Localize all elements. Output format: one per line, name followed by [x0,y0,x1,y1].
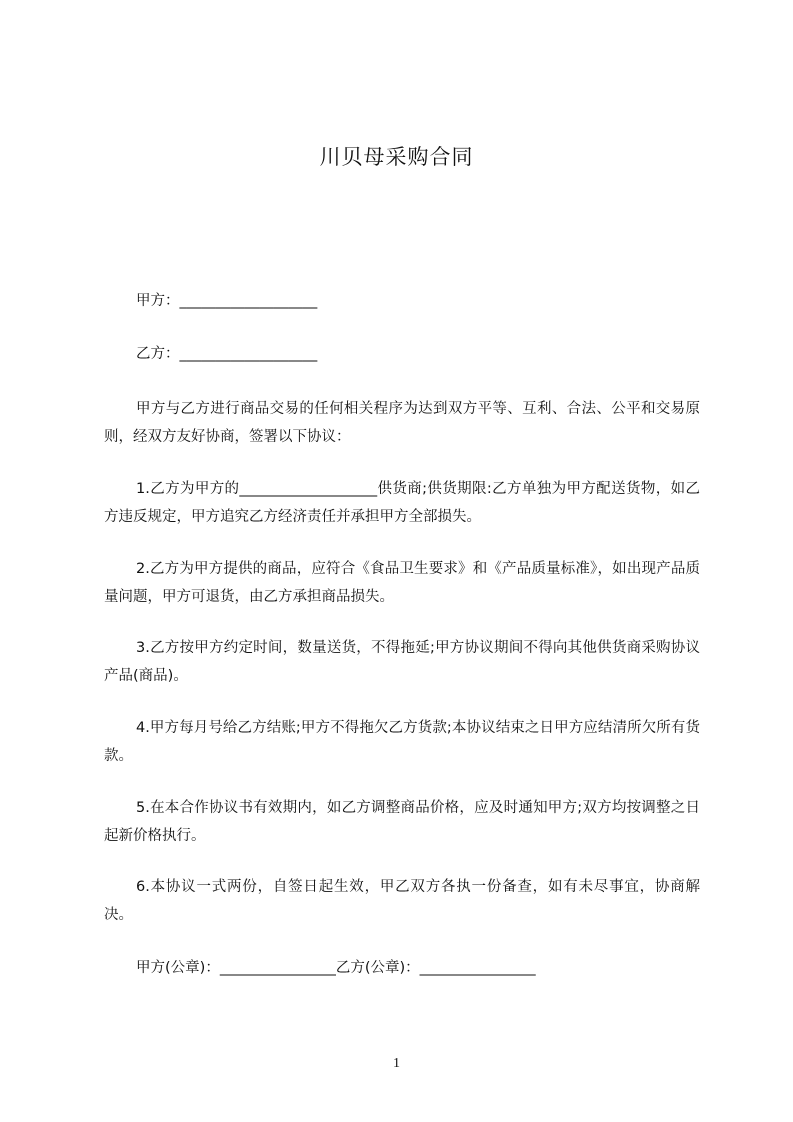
clause-2: 2.乙方为甲方提供的商品，应符合《食品卫生要求》和《产品质量标准》，如出现产品质量问题，甲方可退货，由乙方承担商品损失。 [104,561,700,605]
intro-paragraph: 甲方与乙方进行商品交易的任何相关程序为达到双方平等、互利、合法、公平和交易原则，经双方友好协商，签署以下协议： [104,401,700,445]
clause-6: 6.本协议一式两份，自签日起生效，甲乙双方各执一份备查，如有未尽事宜，协商解决。 [104,879,700,923]
clause-5: 5.在本合作协议书有效期内，如乙方调整商品价格，应及时通知甲方;双方均按调整之日起新价格执行。 [104,800,700,844]
party-a-field: 甲方：___________________ [136,293,318,309]
clause-1: 1.乙方为甲方的___________________供货商;供货期限:乙方单独为甲方配送货物，如乙方违反规定，甲方追究乙方经济责任并承担甲方全部损失。 [104,481,700,525]
clause-3: 3.乙方按甲方约定时间，数量送货，不得拖延;甲方协议期间不得向其他供货商采购协议产品(商品)。 [104,640,700,684]
party-b-field: 乙方：___________________ [136,346,318,362]
clause-4: 4.甲方每月号给乙方结账;甲方不得拖欠乙方货款;本协议结束之日甲方应结清所欠所有货款。 [104,720,700,764]
document-title: 川贝母采购合同 [319,145,474,169]
page-number: 1 [393,1056,400,1071]
signature-line: 甲方(公章)：________________乙方(公章)：________________ [136,960,536,976]
